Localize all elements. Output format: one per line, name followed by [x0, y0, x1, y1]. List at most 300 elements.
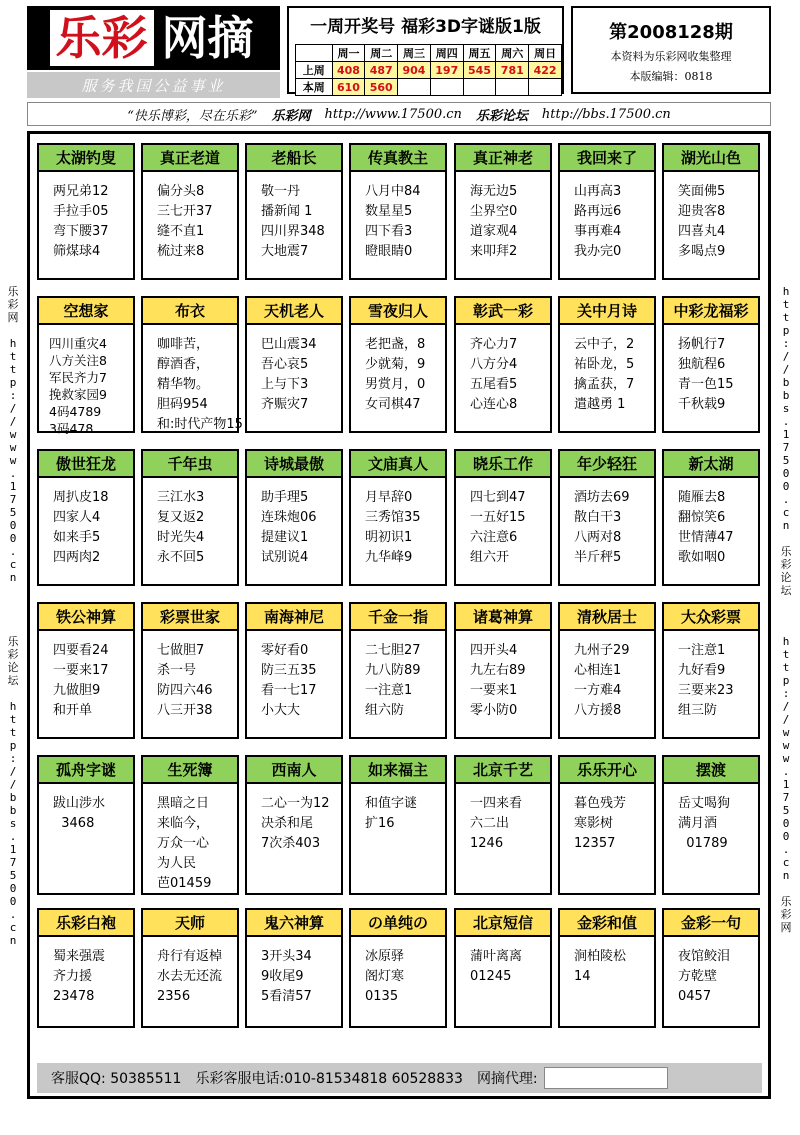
riddle-line: 决杀和尾 [261, 816, 314, 831]
riddle-line: 试别说4 [261, 550, 309, 565]
riddle-card-title: 空想家 [39, 298, 133, 325]
riddle-line: 心相连1 [574, 663, 622, 678]
riddle-line: 为人民 [157, 856, 197, 871]
issue-note: 本资料为乐彩网收集整理 [610, 50, 732, 63]
riddle-line: 手拉手05 [53, 204, 109, 219]
riddle-line: 四下看3 [365, 224, 413, 239]
riddle-line: 七做胆7 [157, 643, 205, 658]
last-week-label: 上周 [296, 62, 333, 79]
draw-table [295, 44, 562, 96]
day-header: 周日 [529, 45, 562, 62]
riddle-line: 涧柏陵松 [574, 949, 627, 964]
riddle-card-body [39, 937, 133, 1007]
riddle-line: 0135 [365, 989, 399, 1004]
riddle-card-title: 北京短信 [456, 910, 550, 937]
riddle-line: 心连心8 [470, 397, 518, 412]
riddle-card-title: 千年虫 [143, 451, 237, 478]
draw-number: 408 [332, 62, 365, 79]
riddle-card-title: 彰武一彩 [456, 298, 550, 325]
riddle-card [37, 296, 135, 436]
riddle-card [245, 296, 343, 433]
riddle-card-title: 关中月诗 [560, 298, 654, 325]
riddle-line: 三江水3 [157, 490, 205, 505]
riddle-card-body [247, 172, 341, 262]
riddle-card [245, 755, 343, 895]
riddle-card-title: 新太湖 [664, 451, 758, 478]
riddle-card [558, 755, 656, 895]
riddle-card-body [143, 478, 237, 568]
riddle-line: 九做胆9 [53, 683, 101, 698]
riddle-line: 老把盏，8 [365, 337, 426, 352]
riddle-card-body [560, 937, 654, 987]
riddle-card-body [664, 172, 758, 262]
riddle-line: 12357 [574, 836, 616, 851]
riddle-line: 7次杀403 [261, 836, 321, 851]
draw-title: 一周开奖号 福彩3D字谜版1版 [310, 16, 541, 37]
riddle-line: 云中子，2 [574, 337, 635, 352]
riddle-line: 四川界348 [261, 224, 325, 239]
riddle-line: 上与下3 [261, 377, 309, 392]
riddle-line: 三要来23 [678, 683, 734, 698]
riddle-card-body [143, 631, 237, 721]
riddle-line: 2356 [157, 989, 191, 1004]
riddle-card-body [39, 631, 133, 721]
riddle-card-title: 铁公神算 [39, 604, 133, 631]
banner-forum-url[interactable]: http://bbs.17500.cn [541, 106, 671, 122]
riddle-line: 瞪眼睛0 [365, 244, 413, 259]
riddle-card-body [560, 478, 654, 568]
draw-number: 422 [529, 62, 562, 79]
riddle-card-body [664, 784, 758, 854]
riddle-card-body [143, 937, 237, 1007]
riddle-line: 提建议1 [261, 530, 309, 545]
riddle-line: 9收尾9 [261, 969, 304, 984]
riddle-line: 世情薄47 [678, 530, 734, 545]
riddle-card [454, 296, 552, 433]
riddle-card [141, 602, 239, 739]
riddle-card-body [456, 937, 550, 987]
draw-number: 487 [365, 62, 398, 79]
riddle-card [349, 143, 447, 280]
riddle-line: 男赏月，0 [365, 377, 426, 392]
riddle-line: 一注意1 [365, 683, 413, 698]
riddle-card-title: 真正老道 [143, 145, 237, 172]
riddle-card-body [351, 784, 445, 834]
riddle-card-body [351, 172, 445, 262]
riddle-card-title: 傲世狂龙 [39, 451, 133, 478]
riddle-card-title: 传真教主 [351, 145, 445, 172]
riddle-line: 寒影树 [574, 816, 614, 831]
riddle-card-title: の单纯の [351, 910, 445, 937]
riddle-line: 迎贵客8 [678, 204, 726, 219]
footer-phone: 乐彩客服电话:010-81534818 60528833 [195, 1071, 463, 1087]
riddle-line: 零小防0 [470, 703, 518, 718]
footer-agent-label: 网摘代理: [476, 1071, 538, 1087]
day-header: 周二 [365, 45, 398, 62]
riddle-line: 四家人4 [53, 510, 101, 525]
riddle-line: 九左右89 [470, 663, 526, 678]
riddle-line: 水去无还流 [157, 969, 223, 984]
footer-qq: 客服QQ: 50385511 [51, 1071, 182, 1087]
riddle-line: 八三开38 [157, 703, 213, 718]
riddle-card [37, 908, 135, 1028]
riddle-card-title: 生死簿 [143, 757, 237, 784]
riddle-card [141, 296, 243, 433]
riddle-card [141, 143, 239, 280]
riddle-card [662, 143, 760, 280]
riddle-card [662, 908, 760, 1028]
riddle-card-title: 真正神老 [456, 145, 550, 172]
riddle-line: 醇酒香， [157, 357, 210, 372]
riddle-line: 八方援8 [574, 703, 622, 718]
riddle-line: 尘界空0 [470, 204, 518, 219]
riddle-line: 一五好15 [470, 510, 526, 525]
riddle-line: 组六开 [470, 550, 510, 565]
riddle-line: 笑面佛5 [678, 184, 726, 199]
riddle-line: 一要来17 [53, 663, 109, 678]
riddle-line: 山再高3 [574, 184, 622, 199]
riddle-line: 三七开37 [157, 204, 213, 219]
riddle-card [349, 602, 447, 739]
riddle-card [454, 908, 552, 1028]
riddle-card [662, 755, 760, 895]
riddle-card-title: 天师 [143, 910, 237, 937]
riddle-line: 六注意6 [470, 530, 518, 545]
riddle-line: 组三防 [678, 703, 718, 718]
riddle-line: 和开单 [53, 703, 93, 718]
riddle-line: 组六防 [365, 703, 405, 718]
day-header: 周五 [463, 45, 496, 62]
riddle-line: 一注意1 [678, 643, 726, 658]
logo-right-text: 网摘 [161, 11, 254, 65]
riddle-card-body [456, 784, 550, 854]
riddle-card-body [351, 325, 445, 415]
riddle-card [37, 755, 135, 895]
riddle-line: 擒孟获，7 [574, 377, 635, 392]
riddle-card-body [560, 325, 654, 415]
riddle-line: 来临今， [157, 816, 210, 831]
riddle-card [558, 143, 656, 280]
riddle-line: 八两对8 [574, 530, 622, 545]
riddle-line: 巴山震34 [261, 337, 317, 352]
draw-table-corner [296, 45, 333, 62]
riddle-line: 路再远6 [574, 204, 622, 219]
riddle-grid [37, 143, 765, 1043]
riddle-card-title: 彩票世家 [143, 604, 237, 631]
day-header: 周三 [398, 45, 431, 62]
draw-number-empty [398, 79, 431, 96]
draw-number: 560 [365, 79, 398, 96]
riddle-line: 黑暗之日 [157, 796, 210, 811]
riddle-card-body [560, 784, 654, 854]
riddle-line: 万众一心 [157, 836, 210, 851]
riddle-line: 随雁去8 [678, 490, 726, 505]
riddle-line: 播新闻 1 [261, 204, 313, 219]
riddle-card-body [456, 172, 550, 262]
riddle-card-title: 老船长 [247, 145, 341, 172]
agent-input-box [544, 1067, 668, 1089]
riddle-card [662, 602, 760, 739]
riddle-line: 冰原驿 [365, 949, 405, 964]
riddle-card-title: 北京千艺 [456, 757, 550, 784]
riddle-card-body [247, 784, 341, 854]
riddle-card-body [456, 478, 550, 568]
riddle-line: 五尾看5 [470, 377, 518, 392]
riddle-card-body [143, 172, 237, 262]
riddle-card-body [456, 631, 550, 721]
riddle-card-body [664, 631, 758, 721]
riddle-line: 九州子29 [574, 643, 630, 658]
banner-motto: “快乐博彩，尽在乐彩” [127, 108, 258, 124]
riddle-line: 舟行有返棹 [157, 949, 223, 964]
side-text-right-bottom: h t t p : / / w w w . 1 7 5 0 0 . c n 乐 彩 网 [780, 635, 792, 934]
weekly-draw-box [287, 6, 564, 94]
riddle-line: 独航程6 [678, 357, 726, 372]
riddle-card-body [247, 325, 341, 415]
riddle-card-body [664, 937, 758, 1007]
banner-site-name: 乐彩网 [271, 108, 311, 124]
riddle-card-body [143, 784, 237, 894]
riddle-card-body [664, 478, 758, 568]
riddle-card [558, 449, 656, 586]
riddle-card-body [664, 325, 758, 415]
riddle-line: 四两肉2 [53, 550, 101, 565]
riddle-line: 连珠炮06 [261, 510, 317, 525]
riddle-line: 14 [574, 969, 591, 984]
riddle-card-body [247, 478, 341, 568]
riddle-card-body [39, 172, 133, 262]
riddle-card-title: 诸葛神算 [456, 604, 550, 631]
riddle-line: 齐赈灾7 [261, 397, 309, 412]
footer-bar [37, 1063, 762, 1093]
riddle-card [349, 449, 447, 586]
riddle-line: 祐卧龙，5 [574, 357, 635, 372]
site-banner [27, 102, 771, 126]
riddle-line: 四喜丸4 [678, 224, 726, 239]
issue-box [571, 6, 771, 94]
riddle-line: 九华峰9 [365, 550, 413, 565]
riddle-card-title: 千金一指 [351, 604, 445, 631]
riddle-line: 防三五35 [261, 663, 317, 678]
riddle-line: 时光失4 [157, 530, 205, 545]
riddle-card [245, 449, 343, 586]
riddle-line: 两兄弟12 [53, 184, 109, 199]
riddle-line: 我办完0 [574, 244, 622, 259]
this-week-label: 本周 [296, 79, 333, 96]
riddle-line: 半斤秤5 [574, 550, 622, 565]
riddle-line: 芭01459 [157, 876, 212, 891]
riddle-card [245, 602, 343, 739]
riddle-line: 女司棋47 [365, 397, 421, 412]
riddle-card [141, 908, 239, 1028]
riddle-line: 八方关注8 [49, 353, 107, 368]
riddle-line: 三秀馆35 [365, 510, 421, 525]
riddle-line: 暮色残芳 [574, 796, 627, 811]
riddle-line: 二七胆27 [365, 643, 421, 658]
riddle-line: 岳丈喝狗 [678, 796, 731, 811]
riddle-line: 吾心哀5 [261, 357, 309, 372]
riddle-line: 5看清57 [261, 989, 312, 1004]
riddle-line: 4码4789 [49, 404, 102, 419]
riddle-card [558, 602, 656, 739]
riddle-card-title: 鬼六神算 [247, 910, 341, 937]
riddle-card [349, 908, 447, 1028]
draw-number: 610 [332, 79, 365, 96]
riddle-card-title: 大众彩票 [664, 604, 758, 631]
riddle-line: 蒲叶离离 [470, 949, 523, 964]
draw-number-empty [463, 79, 496, 96]
riddle-line: 梳过来8 [157, 244, 205, 259]
riddle-line: 来叩拜2 [470, 244, 518, 259]
riddle-line: 四七到47 [470, 490, 526, 505]
riddle-card-body [351, 937, 445, 1007]
riddle-card-body [39, 784, 133, 834]
riddle-line: 蜀来强震 [53, 949, 106, 964]
riddle-card-title: 太湖钓叟 [39, 145, 133, 172]
riddle-card [37, 143, 135, 280]
riddle-card-title: 乐乐开心 [560, 757, 654, 784]
riddle-card [454, 449, 552, 586]
riddle-line: 四开头4 [470, 643, 518, 658]
riddle-line: 23478 [53, 989, 95, 1004]
riddle-line: 扬帆行7 [678, 337, 726, 352]
riddle-line: 多喝点9 [678, 244, 726, 259]
riddle-line: 大地震7 [261, 244, 309, 259]
riddle-card-title: 天机老人 [247, 298, 341, 325]
draw-number-empty [430, 79, 463, 96]
riddle-card [37, 449, 135, 586]
riddle-card-title: 西南人 [247, 757, 341, 784]
side-text-left-bottom: 乐 彩 论 坛 h t t p : / / b b s . 1 7 5 0 0 . c n [7, 635, 19, 947]
riddle-line: 数星星5 [365, 204, 413, 219]
riddle-card [558, 296, 656, 433]
draw-number: 781 [496, 62, 529, 79]
riddle-card-title: 金彩和值 [560, 910, 654, 937]
riddle-card-body [456, 325, 550, 415]
banner-site-url[interactable]: http://www.17500.cn [324, 106, 462, 122]
riddle-card-body [247, 937, 341, 1007]
riddle-line: 八方分4 [470, 357, 518, 372]
riddle-card [662, 296, 760, 433]
riddle-line: 千秋载9 [678, 397, 726, 412]
draw-number: 197 [430, 62, 463, 79]
riddle-card-title: 乐彩白袍 [39, 910, 133, 937]
riddle-card-body [39, 325, 133, 437]
riddle-line: 道家观4 [470, 224, 518, 239]
riddle-line: 筛煤球4 [53, 244, 101, 259]
riddle-line: 齐力援 [53, 969, 93, 984]
riddle-line: 永不回5 [157, 550, 205, 565]
riddle-card [245, 908, 343, 1028]
riddle-card [141, 755, 239, 895]
riddle-line: 咖啡苦， [157, 337, 210, 352]
riddle-line: 明初识1 [365, 530, 413, 545]
riddle-card-body [247, 631, 341, 721]
draw-number: 545 [463, 62, 496, 79]
riddle-line: 弯下腰37 [53, 224, 109, 239]
riddle-card-title: 年少轻狂 [560, 451, 654, 478]
riddle-line: 九好看9 [678, 663, 726, 678]
riddle-card-body [560, 172, 654, 262]
riddle-card [558, 908, 656, 1028]
riddle-line: 方乾壁 [678, 969, 718, 984]
riddle-line: 0457 [678, 989, 712, 1004]
riddle-card [454, 602, 552, 739]
riddle-line: 一方难4 [574, 683, 622, 698]
day-header: 周六 [496, 45, 529, 62]
draw-number: 904 [398, 62, 431, 79]
riddle-line: 零好看0 [261, 643, 309, 658]
riddle-line: 01789 [678, 836, 728, 851]
riddle-line: 歌如咽0 [678, 550, 726, 565]
riddle-line: 看一七17 [261, 683, 317, 698]
riddle-card-title: 晓乐工作 [456, 451, 550, 478]
riddle-line: 一四来看 [470, 796, 523, 811]
riddle-line: 01245 [470, 969, 512, 984]
riddle-line: 扩16 [365, 816, 395, 831]
riddle-card-title: 湖光山色 [664, 145, 758, 172]
riddle-card-title: 清秋居士 [560, 604, 654, 631]
riddle-line: 翻惊笑6 [678, 510, 726, 525]
riddle-line: 挽救家园9 [49, 387, 107, 402]
riddle-line: 缝不直1 [157, 224, 205, 239]
riddle-line: 如来手5 [53, 530, 101, 545]
riddle-card-title: 文庙真人 [351, 451, 445, 478]
riddle-line: 四川重灾4 [49, 336, 107, 351]
riddle-card [454, 755, 552, 895]
riddle-card-body [143, 325, 243, 435]
riddle-line: 偏分头8 [157, 184, 205, 199]
riddle-line: 少就菊，9 [365, 357, 426, 372]
banner-forum-name: 乐彩论坛 [475, 108, 528, 124]
riddle-card-body [351, 478, 445, 568]
riddle-line: 一要来1 [470, 683, 518, 698]
riddle-line: 六二出 [470, 816, 510, 831]
riddle-line: 海无边5 [470, 184, 518, 199]
riddle-line: 和:时代产物15 [157, 417, 243, 432]
side-text-left-top: 乐 彩 网 h t t p : / / w w w . 1 7 5 0 0 . c n [7, 285, 19, 584]
riddle-line: 复又返2 [157, 510, 205, 525]
riddle-line: 事再难4 [574, 224, 622, 239]
riddle-card [245, 143, 343, 280]
riddle-card-title: 雪夜归人 [351, 298, 445, 325]
riddle-line: 月早辞0 [365, 490, 413, 505]
riddle-line: 精华物。 [157, 377, 210, 392]
riddle-card-title: 诗城最傲 [247, 451, 341, 478]
slogan: 服务我国公益事业 [27, 72, 280, 98]
site-logo [27, 6, 280, 70]
riddle-line: 1246 [470, 836, 504, 851]
riddle-card [662, 449, 760, 586]
riddle-line: 3468 [53, 816, 95, 831]
riddle-card-title: 孤舟字谜 [39, 757, 133, 784]
riddle-card-title: 如来福主 [351, 757, 445, 784]
riddle-line: 青一色15 [678, 377, 734, 392]
riddle-card-title: 南海神尼 [247, 604, 341, 631]
riddle-line: 周扒皮18 [53, 490, 109, 505]
riddle-line: 助手理5 [261, 490, 309, 505]
riddle-line: 二心一为12 [261, 796, 330, 811]
riddle-card [454, 143, 552, 280]
riddle-line: 3码478 [49, 421, 94, 436]
riddle-line: 3开头34 [261, 949, 312, 964]
logo-left-text: 乐彩 [50, 10, 154, 66]
riddle-card [37, 602, 135, 739]
riddle-card [349, 296, 447, 433]
riddle-line: 九八防89 [365, 663, 421, 678]
side-text-right-top: h t t p : / / b b s . 1 7 5 0 0 . c n 乐 彩 论 坛 [780, 285, 792, 597]
issue-editor: 本版编辑：0818 [629, 70, 713, 83]
